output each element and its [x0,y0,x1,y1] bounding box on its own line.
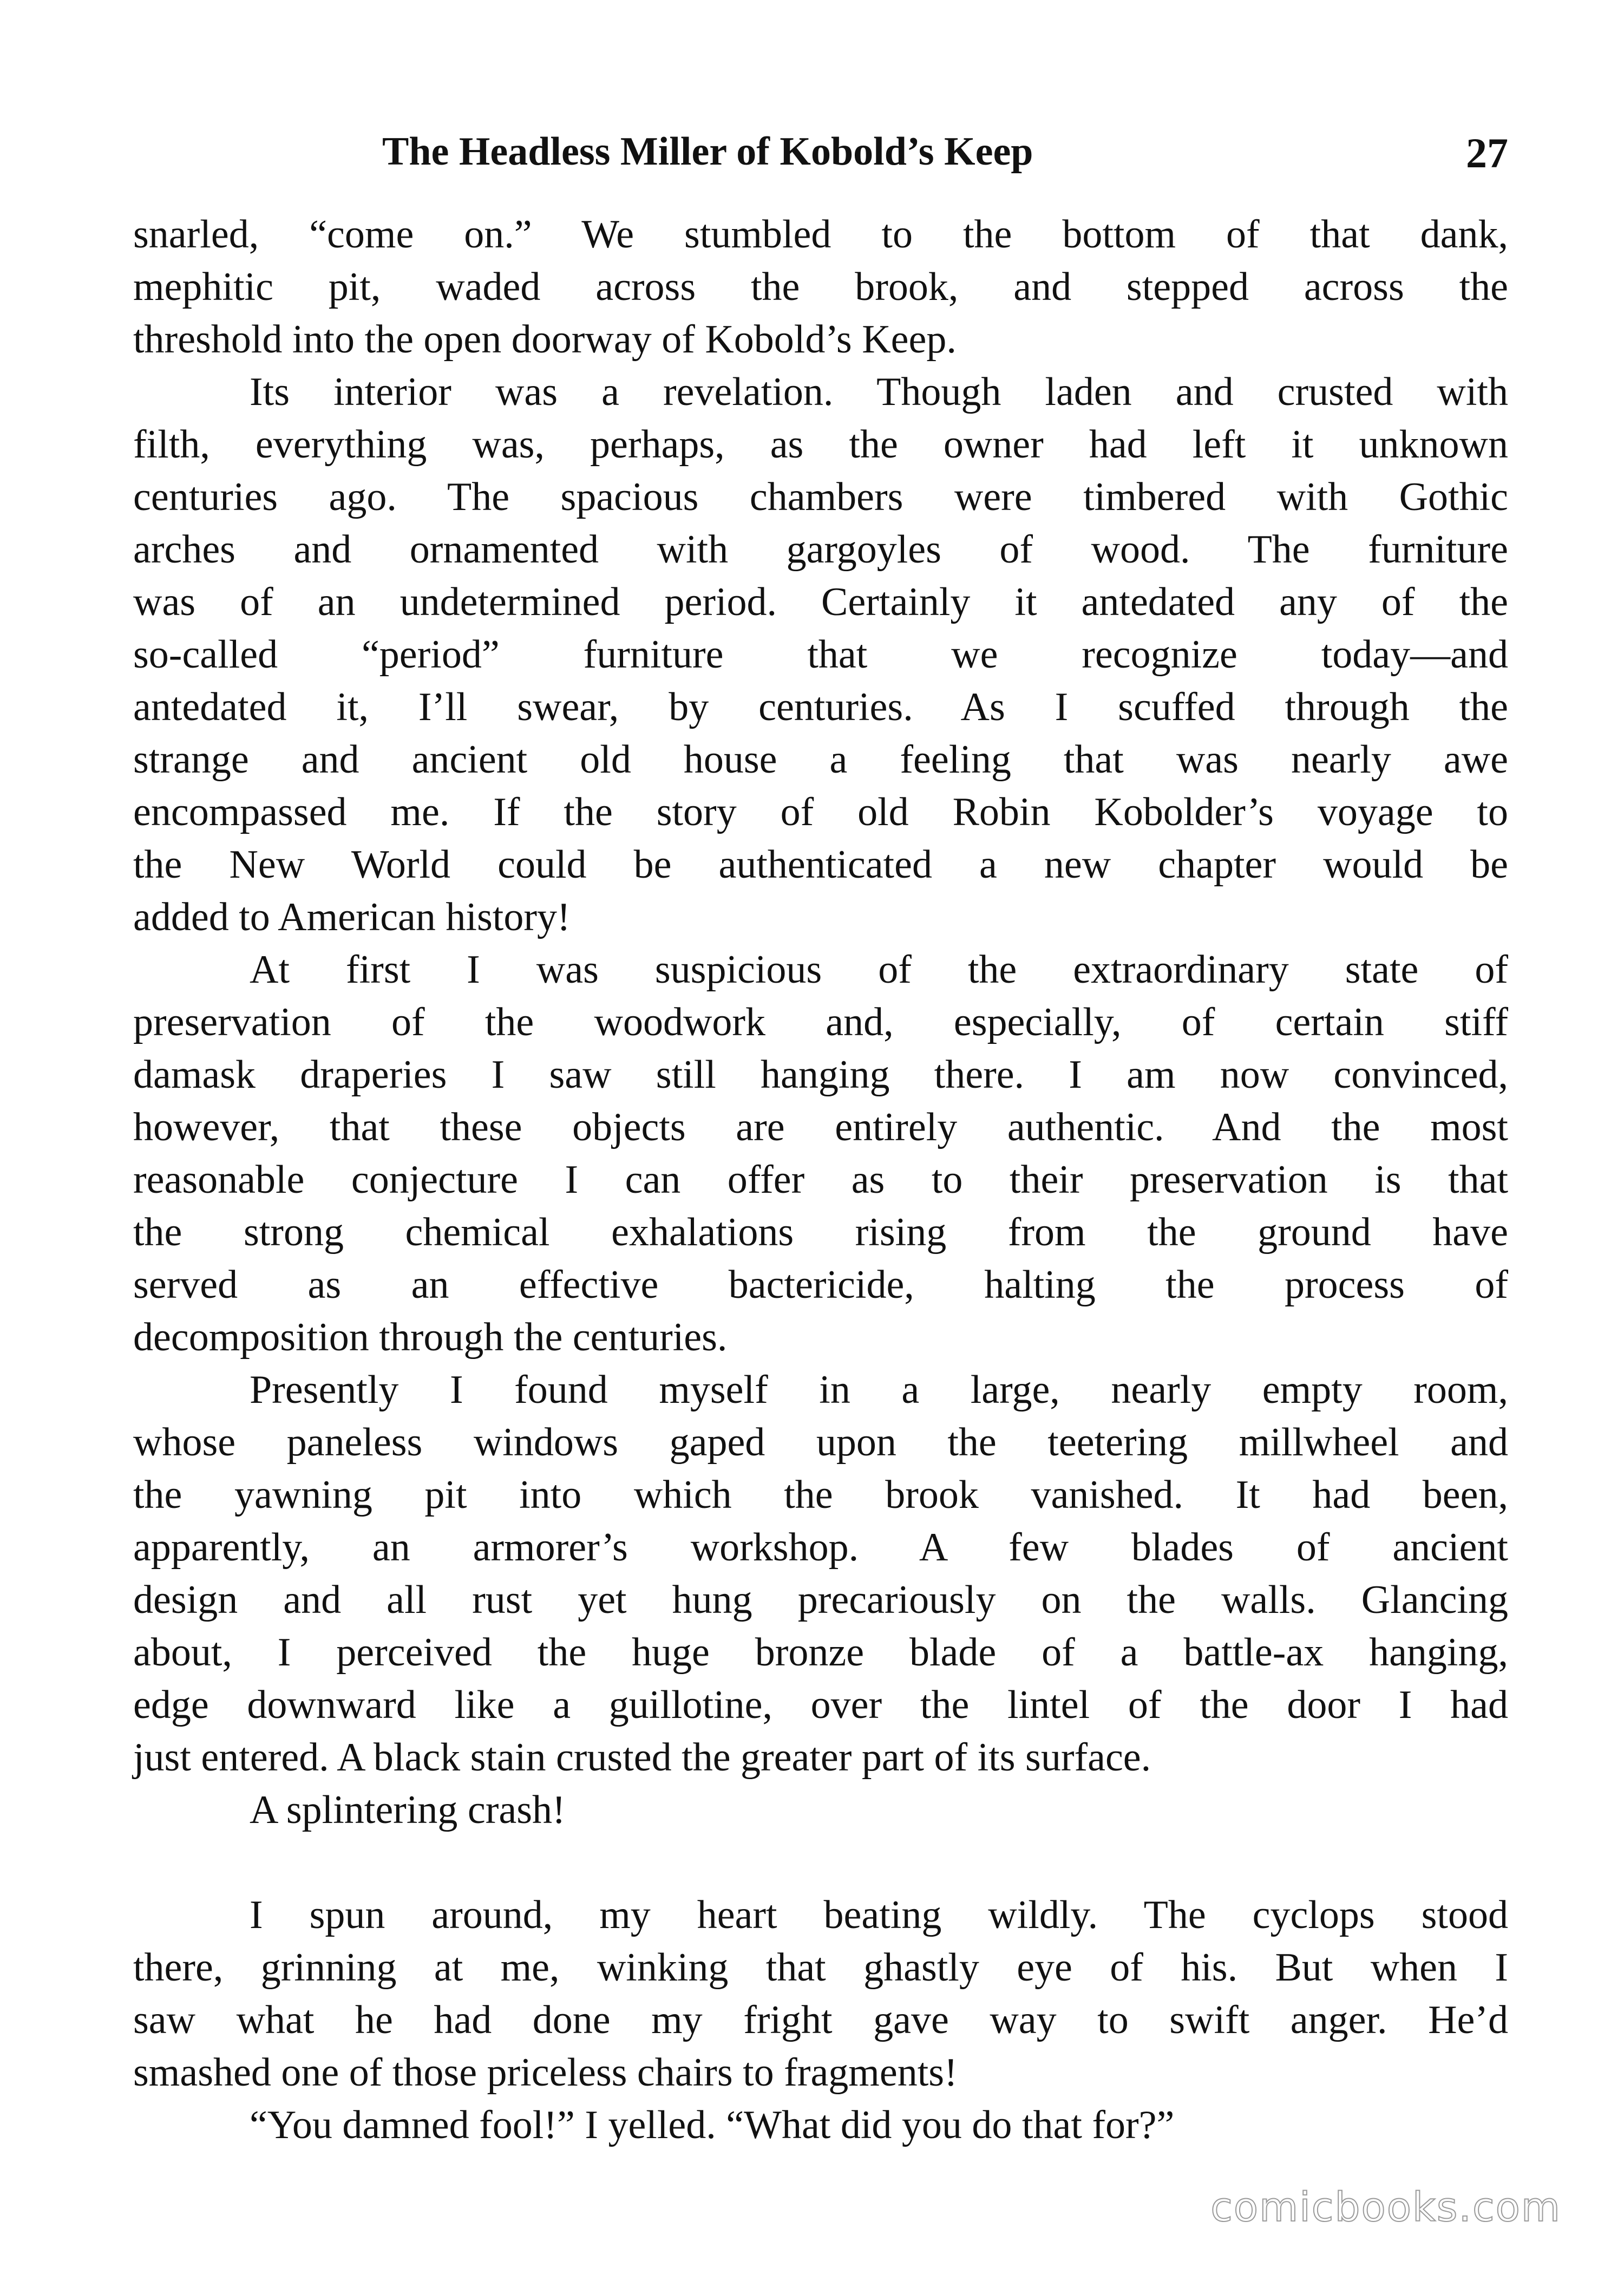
text-line: saw what he had done my fright gave way to swift anger. He’d [133,1998,1508,2042]
text-line: decomposition through the centuries. [133,1315,728,1360]
text-line: about, I perceived the huge bronze blade of a battle-ax hanging, [133,1630,1508,1675]
body-text [133,208,1508,2152]
text-line: centuries ago. The spacious chambers were timbered with Gothic [133,475,1508,519]
text-line: edge downward like a guillotine, over the lintel of the door I had [133,1683,1508,1727]
text-line: served as an effective bactericide, halting the process of [133,1263,1508,1307]
paragraph [133,1364,1508,1784]
text-line: so-called “period” furniture that we recognize today—and [133,632,1508,677]
text-line: preservation of the woodwork and, especially, of certain stiff [133,1000,1508,1044]
page-number: 27 [1466,129,1508,177]
text-line: snarled, “come on.” We stumbled to the bottom of that dank, [133,212,1508,257]
text-line: Presently I found myself in a large, nearly empty room, [250,1368,1508,1412]
chapter-title: The Headless Miller of Kobold’s Keep [382,129,1033,174]
text-line: At first I was suspicious of the extraordinary state of [250,948,1508,992]
text-line: damask draperies I saw still hanging there. I am now convinced, [133,1053,1508,1097]
text-line: arches and ornamented with gargoyles of wood. The furniture [133,527,1508,572]
paragraph [133,2099,1508,2152]
text-line: just entered. A black stain crusted the greater part of its surface. [133,1735,1151,1780]
text-line: strange and ancient old house a feeling that was nearly awe [133,737,1508,782]
paragraph [133,1784,1508,1837]
running-header [133,129,1508,188]
paragraph [133,208,1508,366]
paragraph-break [133,1837,1508,1889]
text-line: “You damned fool!” I yelled. “What did you do that for?” [250,2103,1175,2147]
paragraph [133,944,1508,1364]
watermark: comicbooks.com [1210,2184,1561,2231]
text-line: apparently, an armorer’s workshop. A few blades of ancient [133,1525,1508,1570]
text-line: however, that these objects are entirely authentic. And the most [133,1105,1508,1149]
text-line: filth, everything was, perhaps, as the owner had left it unknown [133,422,1508,467]
text-line: smashed one of those priceless chairs to fragments! [133,2050,958,2095]
paragraph [133,366,1508,944]
text-line: mephitic pit, waded across the brook, and stepped across the [133,265,1508,309]
text-line: the New World could be authenticated a new chapter would be [133,842,1508,887]
text-line: A splintering crash! [250,1788,566,1832]
text-line: reasonable conjecture I can offer as to their preservation is that [133,1158,1508,1202]
text-line: antedated it, I’ll swear, by centuries. As I scuffed through the [133,685,1508,729]
text-line: design and all rust yet hung precariously on the walls. Glancing [133,1578,1508,1622]
text-line: the strong chemical exhalations rising from the ground have [133,1210,1508,1254]
text-line: Its interior was a revelation. Though laden and crusted with [250,370,1508,414]
text-line: added to American history! [133,895,571,939]
paragraph [133,1889,1508,2099]
text-line: was of an undetermined period. Certainly it antedated any of the [133,580,1508,624]
text-line: there, grinning at me, winking that ghastly eye of his. But when I [133,1945,1508,1990]
text-line: I spun around, my heart beating wildly. The cyclops stood [250,1893,1508,1937]
text-line: the yawning pit into which the brook vanished. It had been, [133,1473,1508,1517]
text-line: whose paneless windows gaped upon the teetering millwheel and [133,1420,1508,1465]
text-line: threshold into the open doorway of Kobold’s Keep. [133,317,957,362]
text-line: encompassed me. If the story of old Robin Kobolder’s voyage to [133,790,1508,834]
